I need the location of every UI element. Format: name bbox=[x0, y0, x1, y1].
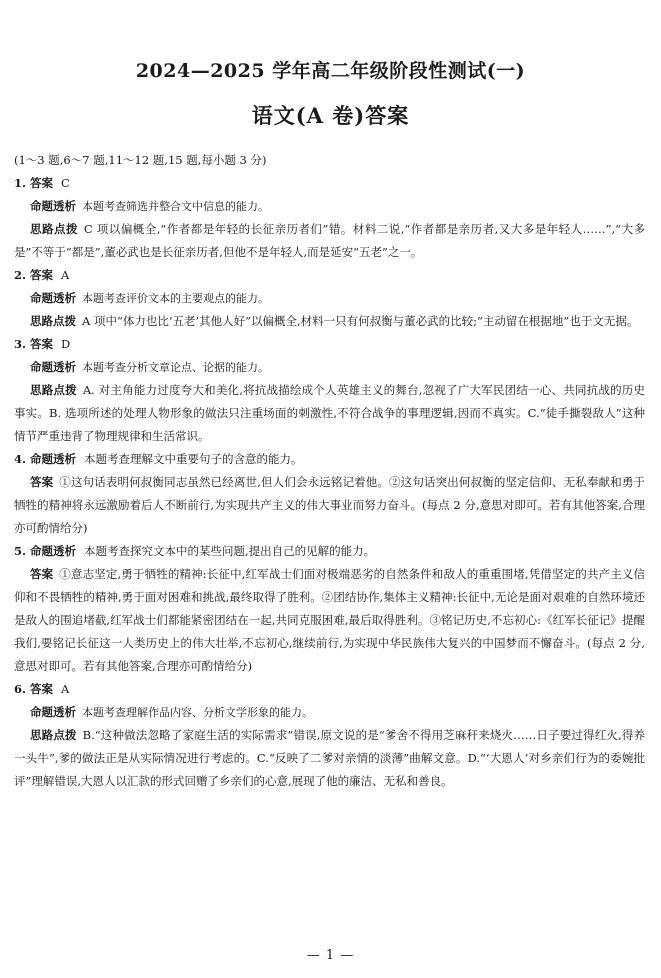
question-1-answer: C bbox=[61, 176, 70, 190]
answer-label: 答案 bbox=[30, 475, 54, 489]
analysis-label: 命题透析 bbox=[30, 291, 76, 305]
answer-title: 语文(A 卷)答案 bbox=[251, 103, 410, 128]
question-1-analysis bbox=[14, 195, 645, 218]
question-1-header bbox=[14, 172, 645, 195]
page-number: — 1 — bbox=[306, 948, 355, 963]
question-3-analysis bbox=[14, 356, 645, 379]
hint-text: B.“这种做法忽略了家庭生活的实际需求”错误,原文说的是“爹舍不得用芝麻秆来烧火……日子要过得红火,得养一头牛”,爹的做法正是从实际情况进行考虑的。C.“反映了二爹对亲情的淡薄”曲解文意。D.“‘大恩人’对乡亲们行为的委婉批评”理解错误,大恩人以汇款的形式回赠了乡亲们的心意,展现了他的廉洁、无私和善良。 bbox=[14, 728, 645, 788]
hint-label: 思路点拨 bbox=[30, 383, 77, 397]
question-4-answer bbox=[14, 471, 645, 540]
hint-text: A. 对主角能力过度夸大和美化,将抗战描绘成个人英雄主义的舞台,忽视了广大军民团结一心、共同抗战的历史事实。B. 选项所述的处理人物形象的做法只注重场面的刺激性,不符合战争的事理逻辑,因而不真实。C.“徒手撕裂敌人”这种情节严重违背了物理规律和生活常识。 bbox=[14, 383, 646, 443]
answer-body bbox=[14, 149, 645, 793]
question-5-analysis: 本题考查探究文本中的某些问题,提出自己的见解的能力。 bbox=[84, 544, 376, 558]
answer-text: ①这句话表明何叔衡同志虽然已经离世,但人们会永远铭记着他。②这句话突出何叔衡的坚定信仰、无私奉献和勇于牺牲的精神将永远激励着后人不断前行,为实现共产主义的伟大事业而努力奋斗。(每点 2 分,意思对即可。若有其他答案,合理亦可酌情给分) bbox=[14, 475, 646, 535]
question-5-header bbox=[14, 540, 645, 563]
hint-text: A 项中“体力也比‘五老’其他人好”以偏概全,材料一只有何叔衡与董必武的比较;“主动留在根据地”也于文无据。 bbox=[82, 314, 639, 328]
question-3-hint bbox=[14, 379, 645, 448]
analysis-text: 本题考查评价文本的主要观点的能力。 bbox=[82, 292, 269, 305]
question-3-label: 3. 答案 bbox=[14, 337, 54, 351]
question-1-hint bbox=[14, 218, 645, 264]
question-2-hint bbox=[14, 310, 645, 333]
hint-text: C 项以偏概全,“作者都是年轻的长征亲历者们”错。材料二说,“作者都是亲历者,又大多是年轻人……”,“大多是”不等于“都是”,董必武也是长征亲历者,但他不是年轻人,而是延安“五老”之一。 bbox=[14, 222, 645, 259]
question-2-analysis bbox=[14, 287, 645, 310]
question-6-header bbox=[14, 678, 645, 701]
analysis-label: 命题透析 bbox=[30, 705, 76, 719]
analysis-text: 本题考查筛选并整合文中信息的能力。 bbox=[82, 200, 269, 213]
question-5-answer bbox=[14, 563, 645, 678]
exam-title: 2024—2025 学年高二年级阶段性测试(一) bbox=[135, 60, 526, 82]
question-4-analysis: 本题考查理解文中重要句子的含意的能力。 bbox=[84, 452, 303, 466]
question-3-header bbox=[14, 333, 645, 356]
analysis-label: 命题透析 bbox=[30, 360, 76, 374]
analysis-text: 本题考查分析文章论点、论据的能力。 bbox=[82, 361, 269, 374]
answer-text: ①意志坚定,勇于牺牲的精神:长征中,红军战士们面对极端恶劣的自然条件和敌人的重重围堵,凭借坚定的共产主义信仰和不畏牺牲的精神,勇于面对困难和挑战,最终取得了胜利。②团结协作,集体主义精神:长征中,无论是面对艰难的自然环境还是敌人的围追堵截,红军战士们都能紧密团结在一起,共同克服困难,最后取得胜利。③铭记历史,不忘初心:《红军长征记》提醒我们,要铭记长征这一人类历史上的伟大壮举,不忘初心,继续前行,为实现中华民族伟大复兴的中国梦而不懈奋斗。(每点 2 分,意思对即可。若有其他答案,合理亦可酌情给分) bbox=[14, 567, 646, 673]
question-6-answer: A bbox=[61, 682, 70, 696]
score-note: (1～3 题,6～7 题,11～12 题,15 题,每小题 3 分) bbox=[14, 153, 267, 167]
question-6-analysis bbox=[14, 701, 645, 724]
question-6-label: 6. 答案 bbox=[14, 682, 54, 696]
question-2-label: 2. 答案 bbox=[14, 268, 54, 282]
question-6-hint bbox=[14, 724, 645, 793]
question-4-header bbox=[14, 448, 645, 471]
hint-label: 思路点拨 bbox=[30, 314, 76, 328]
hint-label: 思路点拨 bbox=[30, 728, 77, 742]
analysis-label: 命题透析 bbox=[30, 199, 76, 213]
question-2-header bbox=[14, 264, 645, 287]
question-1-label: 1. 答案 bbox=[14, 176, 54, 190]
question-4-label: 4. 命题透析 bbox=[14, 452, 77, 466]
answer-label: 答案 bbox=[30, 567, 54, 581]
question-2-answer: A bbox=[61, 268, 70, 282]
analysis-text: 本题考查理解作品内容、分析文学形象的能力。 bbox=[82, 706, 313, 719]
question-5-label: 5. 命题透析 bbox=[14, 544, 77, 558]
question-3-answer: D bbox=[61, 337, 71, 351]
hint-label: 思路点拨 bbox=[30, 222, 78, 236]
